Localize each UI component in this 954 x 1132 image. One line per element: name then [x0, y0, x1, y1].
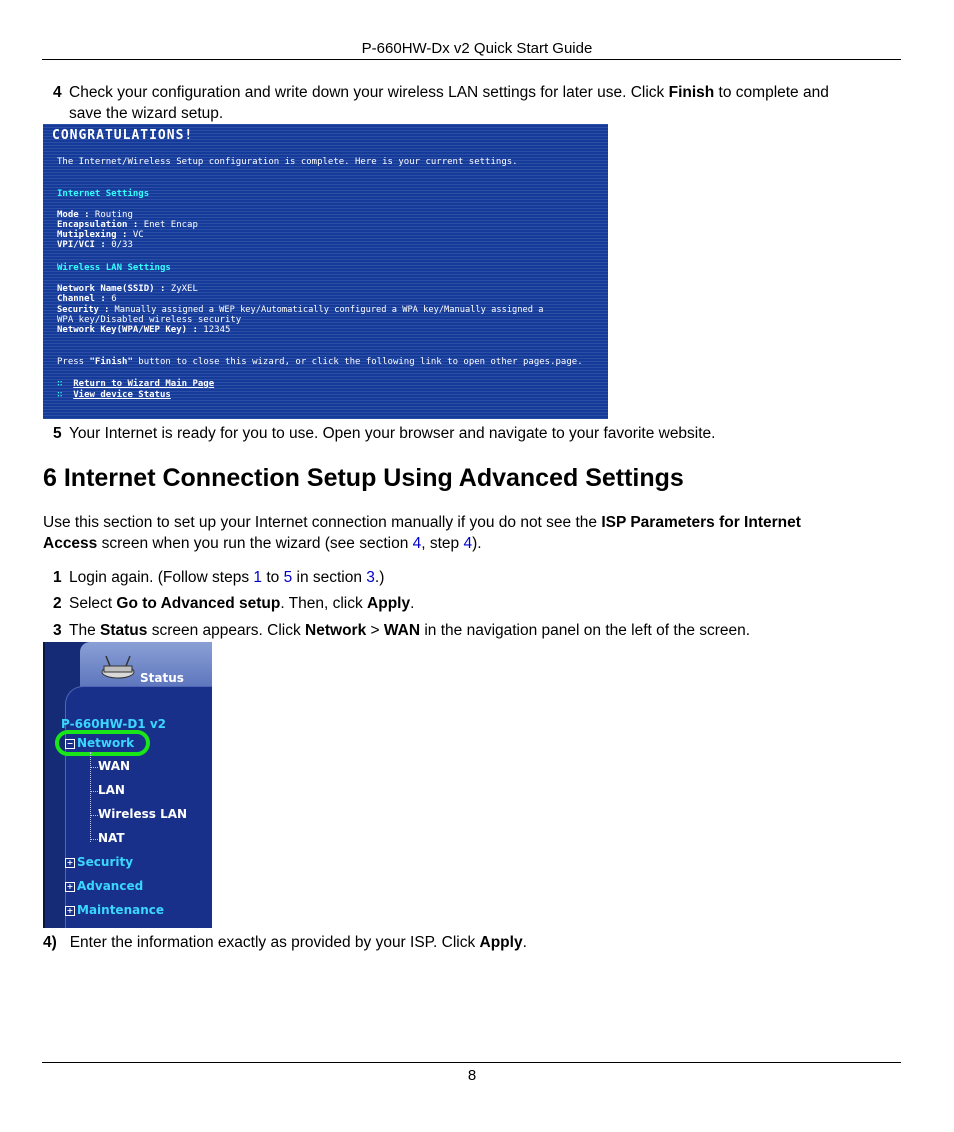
collapse-icon: − [66, 739, 74, 748]
step-5 [53, 423, 715, 444]
nav-item-advanced[interactable]: + Advanced [66, 879, 144, 893]
highlight-ring [55, 730, 150, 756]
nav-item-lan[interactable]: LAN [98, 783, 125, 797]
section-heading: 6 Internet Connection Setup Using Advanced Settings [43, 464, 684, 492]
expand-icon: + [66, 882, 74, 891]
step-3: 3 The Status screen appears. Click Network > WAN in the navigation panel on the left of the screen. [53, 622, 751, 639]
setting-network-key: Network Key(WPA/WEP Key) : 12345 [57, 325, 231, 335]
step-text: to complete and [714, 84, 829, 101]
nav-item-nat[interactable]: NAT [98, 831, 125, 845]
step-1: 1 Login again. (Follow steps 1 to 5 in section 3.) [53, 569, 385, 586]
expand-icon: + [66, 858, 74, 867]
setting-mode: Mode : Routing [57, 210, 133, 220]
step-text: Check your configuration and write down your wireless LAN settings for later use. Click [69, 84, 669, 101]
step-2: 2 Select Go to Advanced setup. Then, click Apply. [53, 595, 415, 612]
step-4 [53, 82, 913, 103]
setting-channel: Channel : 6 [57, 294, 117, 304]
step-text: Your Internet is ready for you to use. Open your browser and navigate to your favorite website. [69, 425, 716, 442]
step-number: 4 [53, 84, 62, 101]
setting-multiplexing: Mutiplexing : VC [57, 230, 144, 240]
internet-settings-heading: Internet Settings [57, 189, 150, 199]
nav-item-network[interactable]: − Network [66, 736, 135, 750]
wizard-main-link[interactable]: ∷ Return to Wizard Main Page [57, 379, 215, 389]
congrats-press-text: Press "Finish" button to close this wizard, or click the following link to open other pages.page. [57, 357, 583, 367]
step-number: 5 [53, 425, 62, 442]
intro-paragraph: Use this section to set up your Internet connection manually if you do not see the ISP Parameters for Internet Access screen when you run the wizard (see section 4, step 4). [43, 514, 801, 552]
device-status-link[interactable]: ∷ View device Status [57, 390, 171, 400]
nav-item-wireless-lan[interactable]: Wireless LAN [98, 807, 188, 821]
setting-vpi-vci: VPI/VCI : 0/33 [57, 240, 133, 250]
congratulations-screenshot [43, 124, 608, 419]
nav-item-wan[interactable]: WAN [98, 759, 131, 773]
congrats-intro: The Internet/Wireless Setup configuration is complete. Here is your current settings. [57, 157, 518, 167]
congrats-title: CONGRATULATIONS! [52, 128, 194, 143]
page-number: 8 [467, 1067, 477, 1084]
link-bullet-icon: ∷ [57, 379, 63, 389]
router-icon [100, 654, 138, 680]
setting-ssid: Network Name(SSID) : ZyXEL [57, 284, 198, 294]
expand-icon: + [66, 906, 74, 915]
nav-item-security[interactable]: + Security [66, 855, 134, 869]
step-4-cont: save the wizard setup. [69, 105, 224, 122]
nav-item-maintenance[interactable]: + Maintenance [66, 903, 165, 917]
step-link[interactable]: 1 [253, 569, 263, 586]
setting-security-cont: WPA key/Disabled wireless security [57, 315, 242, 325]
step-link[interactable]: 4 [463, 535, 473, 552]
navigation-panel-screenshot [43, 642, 212, 928]
status-tab-label[interactable]: Status [140, 671, 184, 685]
setting-security: Security : Manually assigned a WEP key/Automatically configured a WPA key/Manually assigned a [57, 305, 544, 315]
model-name: P-660HW-D1 v2 [61, 717, 166, 731]
section-link[interactable]: 3 [366, 569, 375, 586]
page-header-title: P-660HW-Dx v2 Quick Start Guide [361, 40, 593, 57]
step-number: 4) [43, 934, 57, 951]
footer-rule [42, 1062, 901, 1063]
step-bold: Finish [668, 84, 715, 101]
setting-encapsulation: Encapsulation : Enet Encap [57, 220, 198, 230]
step-4-advanced: 4) Enter the information exactly as provided by your ISP. Click Apply. [43, 934, 527, 951]
header-rule [42, 59, 901, 60]
section-link[interactable]: 4 [412, 535, 422, 552]
link-bullet-icon: ∷ [57, 390, 63, 400]
step-link[interactable]: 5 [283, 569, 293, 586]
wlan-settings-heading: Wireless LAN Settings [57, 263, 171, 273]
